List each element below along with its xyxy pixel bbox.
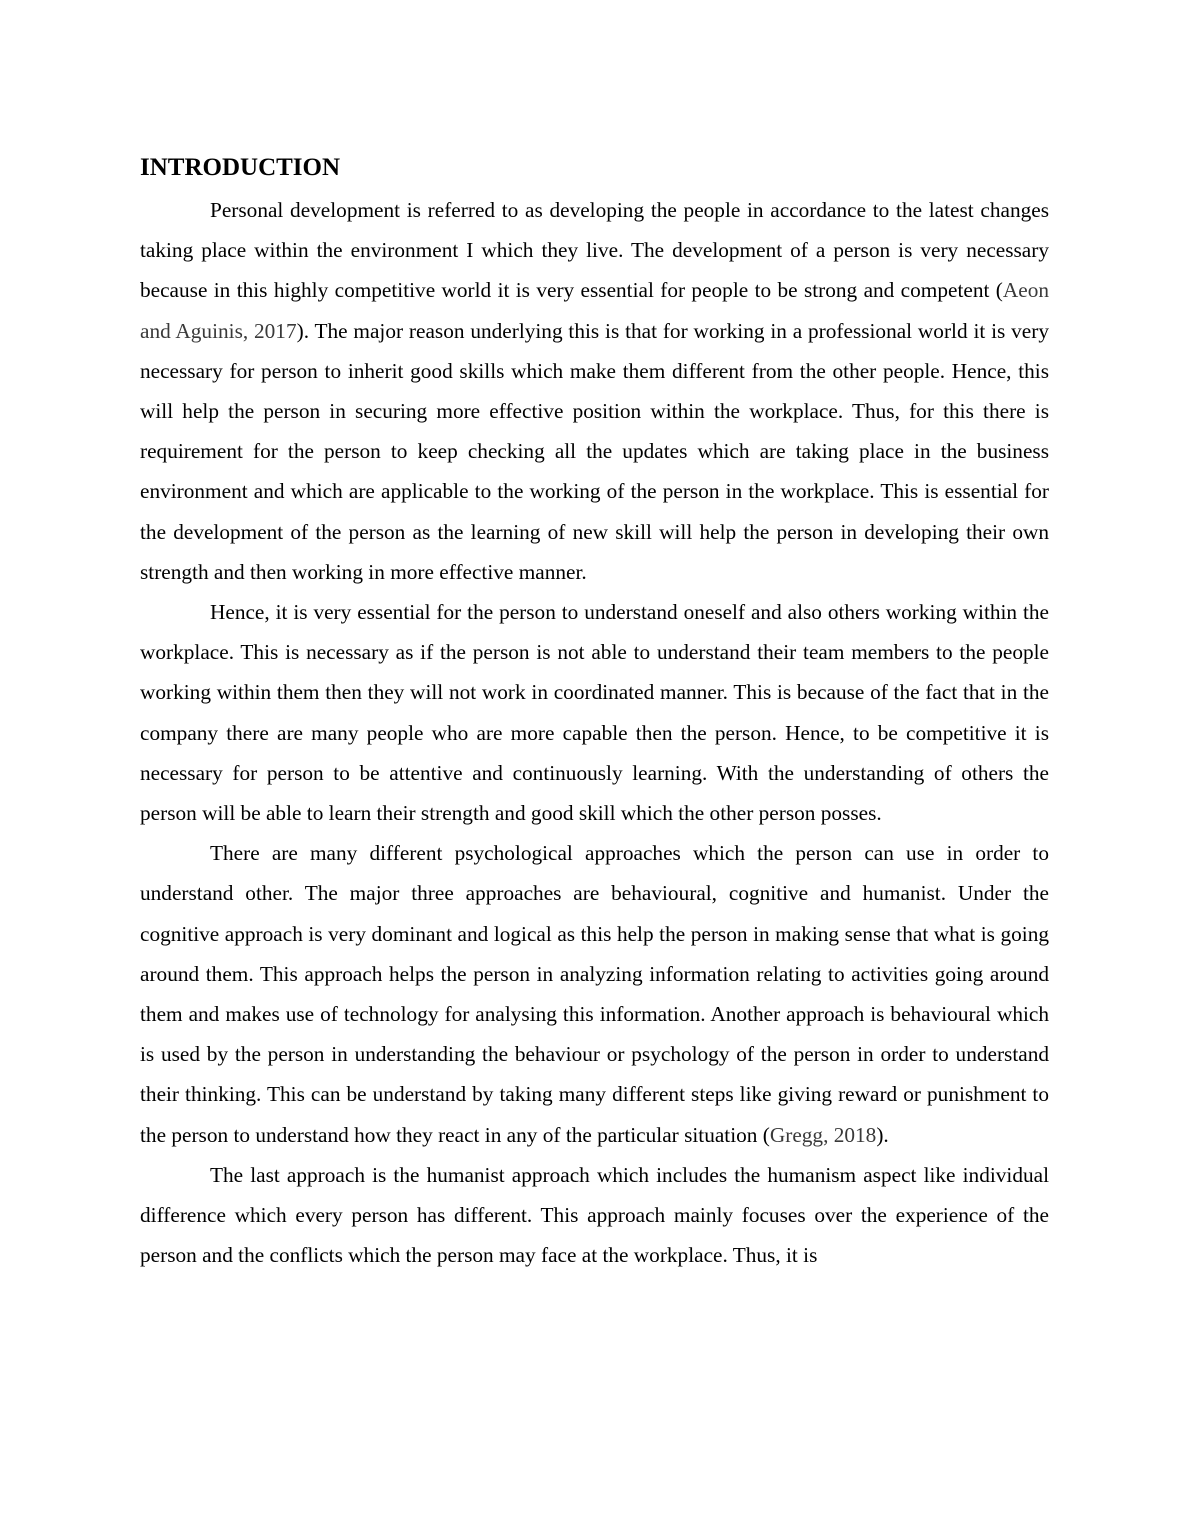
paragraph-2: Hence, it is very essential for the person to understand oneself and also others working within the workplace. This is necessary as if the person is not able to understand their team members to the people working within them then they will not work in coordinated manner. This is because of the fact that in the company there are many people who are more capable then the person. Hence, to be competitive it is necessary for person to be attentive and continuously learning. With the understanding of others the person will be able to learn their strength and good skill which the other person posses. bbox=[140, 600, 1049, 826]
paragraph-3 bbox=[140, 833, 1049, 1155]
paragraph-1 bbox=[140, 190, 1049, 592]
citation-gregg: Gregg, 2018 bbox=[769, 1122, 877, 1147]
paragraph-1-text-a: Personal development is referred to as developing the people in accordance to the latest changes taking place within the environment I which they live. The development of a person is very necessary because in this highly competitive world it is very essential for people to be strong and competent ( bbox=[140, 198, 1049, 303]
paragraph-4: The last approach is the humanist approach which includes the humanism aspect like individual difference which every person has different. This approach mainly focuses over the experience of the person and the conflicts which the person may face at the workplace. Thus, it is bbox=[140, 1162, 1049, 1268]
citation-aeon-aguinis: Aeon and Aguinis, 2017 bbox=[140, 278, 1049, 343]
section-heading: INTRODUCTION bbox=[140, 154, 341, 181]
paragraph-3-text-b: ). bbox=[876, 1122, 889, 1147]
paragraph-3-text-a: There are many different psychological approaches which the person can use in order to understand other. The major three approaches are behavioural, cognitive and humanist. Under the cognitive approach is very dominant and logical as this help the person in making sense that what is going around them. This approach helps the person in analyzing information relating to activities going around them and makes use of technology for analysing this information. Another approach is behavioural which is used by the person in understanding the behaviour or psychology of the person in order to understand their thinking. This can be understand by taking many different steps like giving reward or punishment to the person to understand how they react in any of the particular situation ( bbox=[140, 841, 1049, 1147]
document-body bbox=[140, 150, 1049, 1275]
paragraph-1-text-b: ). The major reason underlying this is that for working in a professional world it is very necessary for person to inherit good skills which make them different from the other people. Hence, this will help the person in securing more effective position within the workplace. Thus, for this there is requirement for the person to keep checking all the updates which are taking place in the business environment and which are applicable to the working of the person in the workplace. This is essential for the development of the person as the learning of new skill will help the person in developing their own strength and then working in more effective manner. bbox=[140, 318, 1049, 584]
